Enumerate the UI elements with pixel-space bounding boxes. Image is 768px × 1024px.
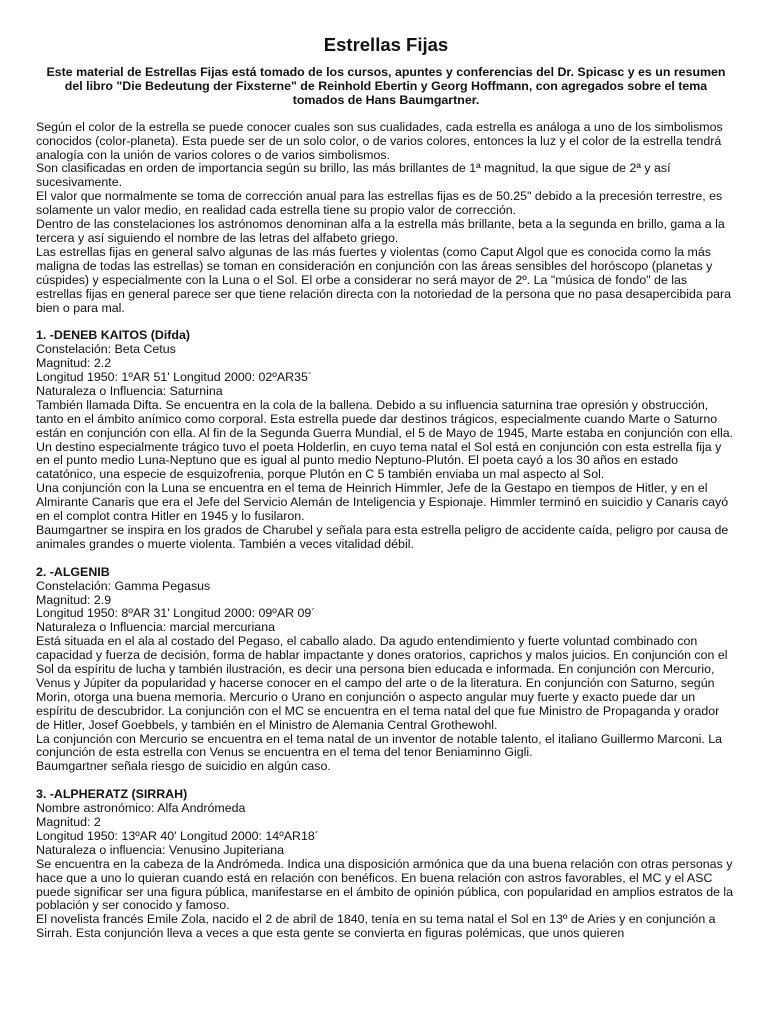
star-paragraph: Se encuentra en la cabeza de la Andrómeda. Indica una disposición armónica que da una buena relación con otras personas y hace que a uno lo quieran cuando está en relación con benéficos. En buena relación con astros favorables, el MC y el ASC puede significar ser una figura pública, manifestarse en el ámbito de opinión pública, con popularidad en amplios estratos de la población y ser conocido y famoso. xyxy=(36,856,734,913)
star-heading: 1. -DENEB KAITOS (Difda) xyxy=(36,328,190,343)
document-page xyxy=(36,34,736,941)
star-entry-alpheratz xyxy=(36,788,736,941)
star-paragraph: Un destino especialmente trágico tuvo el poeta Holderlin, en cuyo tema natal el Sol está en conjunción con esta estrella fija y en el punto medio Luna-Neptuno que es igual al punto medio Neptuno-Plutón. El poeta cayó a los 30 años en estado catatónico, una especie de esquizofrenia, porque Plutón en C 5 también enviaba un mal aspecto al Sol. xyxy=(36,439,722,482)
astronomical-name-field: Nombre astronómico: Alfa Andrómeda xyxy=(36,801,246,816)
star-entry-algenib xyxy=(36,566,736,775)
intro-section xyxy=(36,121,736,316)
document-title: Estrellas Fijas xyxy=(323,34,449,55)
star-paragraph: La conjunción con Mercurio se encuentra en el tema natal de un inventor de notable talento, el italiano Guillermo Marconi. La conjunción de esta estrella con Venus se encuentra en el tema del tenor Beniaminno Gigli. xyxy=(36,731,723,760)
star-paragraph: Baumgartner señala riesgo de suicidio en algún caso. xyxy=(36,759,331,774)
constellation-field: Constelación: Gamma Pegasus xyxy=(36,578,211,593)
star-paragraph: El novelista francés Emile Zola, nacido el 2 de abril de 1840, tenía en su tema natal el Sol en 13º de Aries y en conjunción a Sirrah. Esta conjunción lleva a veces a que esta gente se convierta en figuras polémicas, que unos quieren xyxy=(36,912,716,941)
star-entry-deneb-kaitos xyxy=(36,329,736,552)
longitude-field: Longitud 1950: 1ºAR 51' Longitud 2000: 02ºAR35´ xyxy=(36,370,312,385)
longitude-field: Longitud 1950: 8ºAR 31' Longitud 2000: 09ºAR 09´ xyxy=(36,606,316,621)
intro-paragraph: Son clasificadas en orden de importancia según su brillo, las más brillantes de 1ª magnitud, la que sigue de 2ª y así sucesivamente. xyxy=(36,161,671,190)
star-heading: 3. -ALPHERATZ (SIRRAH) xyxy=(36,787,188,802)
star-paragraph: Baumgartner se inspira en los grados de Charubel y señala para esta estrella peligro de accidente caída, peligro por causa de animales grandes o muerte violenta. También a veces vitalidad débil. xyxy=(36,522,729,551)
intro-paragraph: Las estrellas fijas en general salvo algunas de las más fuertes y violentas (como Caput Algol que es conocida como la más maligna de todas las estrellas) se toman en consideración en conjunción con las áreas sensibles del horóscopo (planetas y cúspides) y especialmente con la Luna o el Sol. El orbe a considerar no será mayor de 2º. La "música de fondo" de las estrellas fijas en general parece ser que tiene relación directa con la notoriedad de la persona que no pasa desapercibida para bien o para mal. xyxy=(36,244,732,315)
longitude-field: Longitud 1950: 13ºAR 40' Longitud 2000: 14ºAR18´ xyxy=(36,828,319,843)
star-heading: 2. -ALGENIB xyxy=(36,564,110,579)
document-subtitle: Este material de Estrellas Fijas está tomado de los cursos, apuntes y conferencias del Dr. Spicasc y es un resumen del libro "Die Bedeutung der Fixsterne" de Reinhold Ebertin y Georg Hoffmann, con agregados sobre el tema tomados de Hans Baumgartner. xyxy=(46,65,726,107)
magnitude-field: Magnitud: 2.2 xyxy=(36,356,112,371)
nature-field: Naturaleza o influencia: Venusino Jupiteriana xyxy=(36,842,284,857)
star-paragraph: También llamada Difta. Se encuentra en la cola de la ballena. Debido a su influencia saturnina trae opresión y obstrucción, tanto en el ámbito anímico como corporal. Esta estrella puede dar destinos trágicos, especialmente cuando Marte o Saturno están en conjunción con ella. Al fin de la Segunda Guerra Mundial, el 5 de Mayo de 1945, Marte estaba en conjunción con ella. xyxy=(36,397,734,440)
intro-paragraph: El valor que normalmente se toma de corrección anual para las estrellas fijas es de 50.25" debido a la precesión terrestre, es solamente un valor medio, en realidad cada estrella tiene su propio valor de corrección. xyxy=(36,189,723,218)
star-paragraph: Está situada en el ala al costado del Pegaso, el caballo alado. Da agudo entendimiento y fuerte voluntad combinado con capacidad y fuerza de decisión, forma de hablar impactante y dones oratorios, caprichos y malos juicios. En conjunción con el Sol da espíritu de lucha y también ilustración, es decir una persona bien educada e informada. En conjunción con Mercurio, Venus y Júpiter da popularidad y hacerse conocer en el campo del arte o de la literatura. En conjunción con Saturno, según Morin, otorga una buena memoria. Mercurio o Urano en conjunción o aspecto angular muy fuerte y exacto puede dar un espíritu de descubridor. La conjunción con el MC se encuentra en el tema natal del que fue Ministro de Propaganda y orador de Hitler, Josef Goebbels, y también en el Ministro de Alemania Central Grothewohl. xyxy=(36,634,728,732)
constellation-field: Constelación: Beta Cetus xyxy=(36,342,176,357)
intro-paragraph: Dentro de las constelaciones los astrónomos denominan alfa a la estrella más brillante, beta a la segunda en brillo, gama a la tercera y así siguiendo el nombre de las letras del alfabeto griego. xyxy=(36,217,725,245)
star-paragraph: Una conjunción con la Luna se encuentra en el tema de Heinrich Himmler, Jefe de la Gestapo en tiempos de Hitler, y en el Almirante Canaris que era el Jefe del Servicio Alemán de Inteligencia y Espionaje. Himmler terminó en suicidio y Canaris cayó en el complot contra Hitler en 1945 y lo fusilaron. xyxy=(36,481,729,524)
magnitude-field: Magnitud: 2.9 xyxy=(36,592,112,607)
nature-field: Naturaleza o Influencia: Saturnina xyxy=(36,383,223,398)
intro-paragraph: Según el color de la estrella se puede conocer cuales son sus cualidades, cada estrella es análoga a uno de los simbolismos conocidos (color-planeta). Esta puede ser de un solo color, o de varios colores, entonces la luz y el color de la estrella tendrá analogía con la unión de varios colores o de varios simbolismos. xyxy=(36,119,723,162)
magnitude-field: Magnitud: 2 xyxy=(36,814,101,829)
nature-field: Naturaleza o Influencia: marcial mercuriana xyxy=(36,620,275,635)
